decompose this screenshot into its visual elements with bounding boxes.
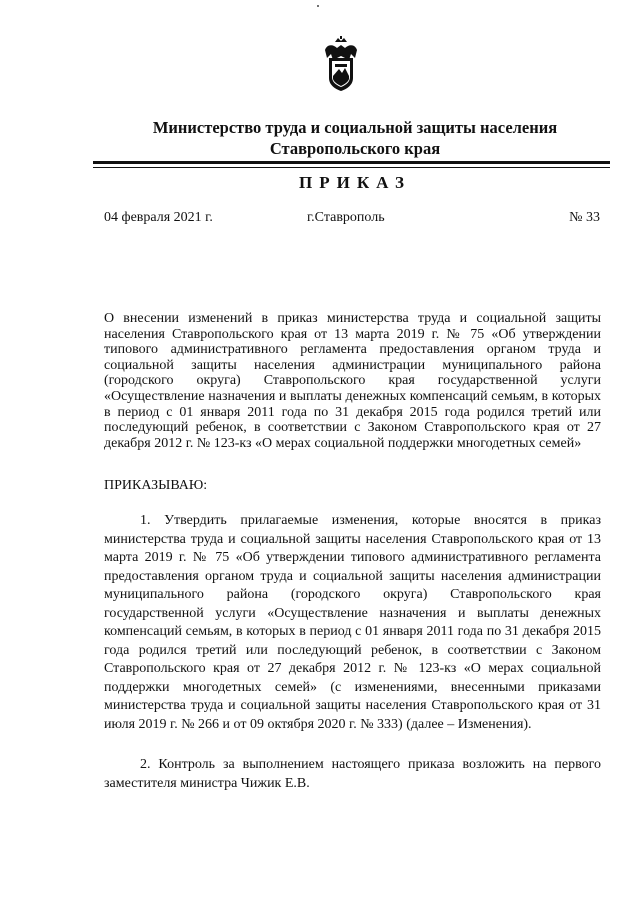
document-title: ПРИКАЗ [299, 173, 411, 192]
document-date: 04 февраля 2021 г. [104, 210, 213, 225]
document-city: г.Ставрополь [307, 210, 385, 225]
document-subject: О внесении изменений в приказ министерства труда и социальной защиты населения Ставропольского края от 13 марта 2019 г. № 75 «Об утверждении типового административного регламента предоставления органом труда и социальной защиты населения администрации муниципального района (городского округа) Ставропольского края государственной услуги «Осуществление назначения и выплаты денежных компенсаций семьям, в которых в период с 01 января 2011 года по 31 декабря 2015 года родился третий или последующий ребенок, в соответствии с Законом Ставропольского края от 27 декабря 2012 г. № 123-кз «О мерах социальной поддержки многодетных семей» [104, 311, 601, 451]
header-rule-thin [93, 167, 610, 168]
org-name-line-1: Министерство труда и социальной защиты населения [152, 118, 558, 137]
header-rule-thick [93, 161, 610, 164]
org-name-line-2: Ставропольского края [269, 139, 441, 158]
document-number: № 33 [569, 210, 600, 225]
scan-speck [317, 5, 319, 7]
stavropol-coat-of-arms-icon [321, 36, 361, 92]
order-paragraph-2: 2. Контроль за выполнением настоящего приказа возложить на первого заместителя министра Чижик Е.В. [104, 757, 601, 791]
order-paragraph-1: 1. Утвердить прилагаемые изменения, которые вносятся в приказ министерства труда и социальной защиты населения Ставропольского края от 13 марта 2019 г. № 75 «Об утверждении типового административного регламента предоставления органом труда и социальной защиты населения администрации муниципального района (городского округа) Ставропольского края государственной услуги «Осуществление назначения и выплаты денежных компенсаций семьям, в которых в период с 01 января 2011 года по 31 декабря 2015 года родился третий или последующий ребенок, в соответствии с Законом Ставропольского края от 27 декабря 2012 г. № 123-кз «О мерах социальной поддержки многодетных семей» (с изменениями, внесенными приказами министерства труда и социальной защиты населения Ставропольского края от 31 июля 2019 г. № 266 и от 09 октября 2020 г. № 333) (далее – Изменения). [104, 513, 601, 732]
order-word: ПРИКАЗЫВАЮ: [104, 478, 208, 493]
